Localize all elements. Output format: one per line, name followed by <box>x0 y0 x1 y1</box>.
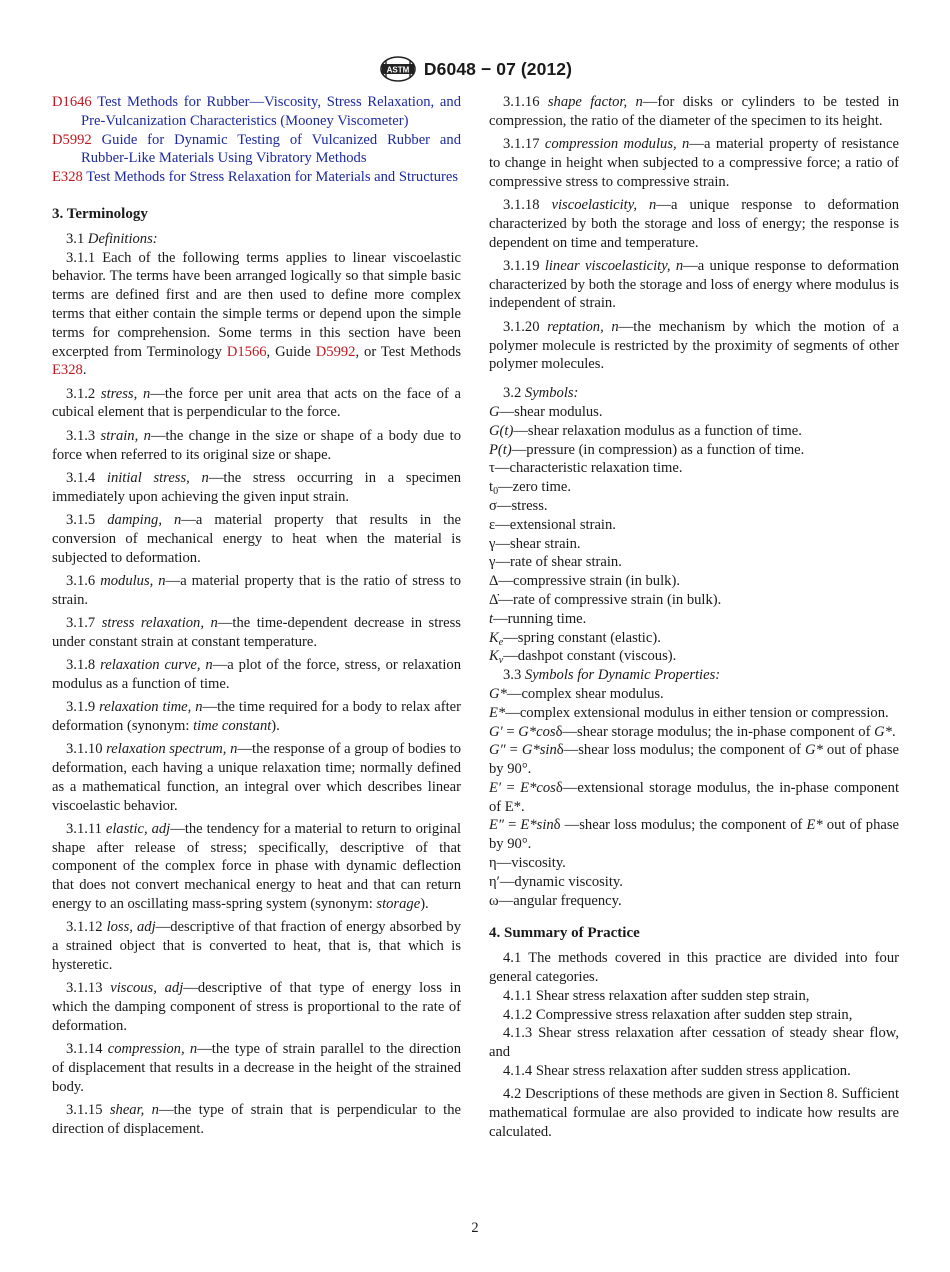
definition-3-1-14 <box>52 1040 461 1096</box>
page-number: 2 <box>471 1220 479 1236</box>
symbol-G <box>489 403 899 422</box>
symbol-G-double-prime <box>489 741 899 779</box>
symbol-description: —compressive strain (in bulk). <box>498 573 680 590</box>
reference-title: Guide for Dynamic Testing of Vulcanized Rubber and Rubber-Like Materials Using Vibratory Methods <box>81 131 461 167</box>
symbol-delta-dot <box>489 591 899 610</box>
para-number: 3.1.10 <box>66 741 103 758</box>
symbol: E″ <box>489 817 504 834</box>
symbol-tau <box>489 459 899 478</box>
symbol-description: —shear relaxation modulus as a function of time. <box>513 422 802 439</box>
definition-text: —a plot of the force, stress, or relaxation modulus as a function of time. <box>52 657 461 692</box>
symbol-description: δ—shear loss modulus; the component of <box>556 742 806 759</box>
definition-3-1-15 <box>52 1101 461 1139</box>
defined-term: viscoelasticity, n <box>551 196 657 213</box>
symbol: γ <box>489 535 496 552</box>
defined-term: damping, n <box>107 511 182 528</box>
para-number: 3.1.5 <box>66 511 96 528</box>
definition-3-1-3 <box>52 427 461 465</box>
symbol: G′ <box>489 723 503 740</box>
symbol: G* <box>489 685 507 702</box>
symbol-Gt <box>489 422 899 441</box>
para-number: 3.1.7 <box>66 614 96 631</box>
definition-text: —the tendency for a material to return to original shape after release of stress; specifically, descriptive of that component of the complex force in phase with dynamic deflection that does not convert mechanical energy to heat and that can return energy to an oscillating mass-spring system (synonym: <box>52 820 461 913</box>
para-number: 3.1.2 <box>66 385 96 402</box>
para-number: 3.1.3 <box>66 427 96 444</box>
symbol-description: —complex extensional modulus in either tension or compression. <box>505 704 889 721</box>
reference-title: Test Methods for Stress Relaxation for Materials and Structures <box>86 169 459 186</box>
definition-3-1-6 <box>52 572 461 610</box>
symbol: G* <box>874 723 892 740</box>
symbol: E* <box>489 704 506 721</box>
defined-term: strain, n <box>100 427 151 444</box>
svg-text:ASTM: ASTM <box>386 65 410 75</box>
definition-3-1-13 <box>52 979 461 1035</box>
symbol-description: —characteristic relaxation time. <box>494 460 683 477</box>
symbol-G-star <box>489 685 899 704</box>
symbol-E-double-prime <box>489 816 899 854</box>
symbol: P(t) <box>489 441 512 458</box>
paragraph-3-3 <box>489 666 899 685</box>
document-designation: D6048 − 07 (2012) <box>423 58 573 79</box>
definition-3-1-8 <box>52 656 461 694</box>
symbol-description: δ—extensional storage modulus, the in-phase component of E*. <box>489 779 900 815</box>
definition-text: —a material property that results in the conversion of mechanical energy to heat when the material is subjected to deformation. <box>52 511 462 566</box>
symbol-description: —running time. <box>493 610 587 627</box>
symbol: G* <box>805 742 823 759</box>
symbol: ε <box>489 516 496 533</box>
defined-term: stress relaxation, n <box>101 614 218 631</box>
symbol-subscript: e <box>498 636 504 648</box>
definition-text: —for disks or cylinders to be tested in compression, the ratio of the diameter of the specimen to its height. <box>489 94 900 129</box>
defined-term: relaxation time, n <box>99 699 203 716</box>
definition-text: —the type of strain that is perpendicular to the direction of displacement. <box>52 1102 461 1137</box>
symbol-Pt <box>489 441 899 460</box>
definition-3-1-12 <box>52 918 461 974</box>
equals: = <box>501 779 521 796</box>
symbol: t <box>489 610 494 627</box>
definition-text: —the change in the size or shape of a body due to force when referred to its original size or shape. <box>52 427 461 463</box>
definition-3-1-19 <box>489 257 899 313</box>
symbol-subscript: 0 <box>493 486 499 498</box>
definition-3-1-9 <box>52 698 461 736</box>
symbol-description: —pressure (in compression) as a function of time. <box>511 441 805 458</box>
symbol-description: δ—shear storage modulus; the in-phase component of <box>555 723 875 740</box>
reference-d1646 <box>52 93 461 131</box>
astm-logo-icon <box>378 54 418 84</box>
reference-code-link[interactable]: E328 <box>52 169 83 186</box>
definition-text: —the stress occurring in a specimen immediately upon achieving the given input strain. <box>52 469 461 505</box>
symbol: G(t) <box>489 422 514 439</box>
para-term: Definitions: <box>87 230 158 247</box>
symbol-eta-prime: η′—dynamic viscosity. <box>489 873 623 890</box>
definition-3-1-5 <box>52 511 461 567</box>
definition-text: —descriptive of that fraction of energy absorbed by a strained object that is converted to heat, that is, that which is hysteretic. <box>52 919 462 973</box>
symbol-description: —rate of compressive strain (in bulk). <box>498 591 722 608</box>
formula: G*cos <box>518 723 556 740</box>
definition-3-1-2 <box>52 385 461 423</box>
synonym: storage <box>376 896 421 913</box>
synonym: time constant <box>193 717 272 734</box>
symbol: t <box>489 479 494 496</box>
symbol-description: —spring constant (elastic). <box>503 629 661 646</box>
defined-term: viscous, adj <box>110 980 184 997</box>
reference-code-link[interactable]: D1646 <box>52 94 92 110</box>
symbol-description: —shear strain. <box>495 535 581 552</box>
symbol-t <box>489 610 899 629</box>
definition-text: ). <box>420 896 429 913</box>
symbol-description: —stress. <box>496 497 548 514</box>
reference-e328 <box>52 168 461 187</box>
link-d1566[interactable]: D1566 <box>226 343 267 360</box>
symbol: K <box>489 629 499 646</box>
para-number: 3.1.17 <box>503 136 540 153</box>
formula: E*cos <box>520 779 556 796</box>
definition-3-1-16 <box>489 93 899 131</box>
equals: = <box>502 723 519 740</box>
para-text: . <box>82 362 87 379</box>
symbol-description: —complex shear modulus. <box>506 685 664 702</box>
definition-3-1-4 <box>52 469 461 507</box>
symbol: G <box>489 403 500 420</box>
paragraph-3-1-1 <box>52 249 461 381</box>
defined-term: relaxation curve, n <box>100 657 213 674</box>
definition-text: —the force per unit area that acts on the face of a cubical element that is perpendicular to the force. <box>52 385 462 421</box>
paragraph-4-1-3: 4.1.3 Shear stress relaxation after cessation of steady shear flow, and <box>489 1025 899 1061</box>
definition-text: ). <box>271 717 280 734</box>
section-heading-terminology: 3. Terminology <box>52 205 148 222</box>
symbol-delta <box>489 572 899 591</box>
definition-text: —descriptive of that type of energy loss in which the damping component of stress is proportional to the rate of deformation. <box>52 980 461 1034</box>
symbol: G″ <box>489 742 506 759</box>
para-number: 3.3 <box>503 667 522 684</box>
symbol-eta: η—viscosity. <box>489 855 566 872</box>
defined-term: compression, n <box>107 1041 198 1058</box>
para-number: 3.1.13 <box>66 980 103 997</box>
symbol-Ke <box>489 629 899 648</box>
para-term: Symbols for Dynamic Properties: <box>524 667 721 684</box>
symbol: Δ̇ <box>489 591 499 608</box>
symbol-t0 <box>489 478 899 497</box>
para-number: 3.1.6 <box>66 572 96 589</box>
paragraph-4-1-4: 4.1.4 Shear stress relaxation after sudden stress application. <box>503 1063 851 1080</box>
symbol-omega: ω—angular frequency. <box>489 892 622 909</box>
symbol-E-star <box>489 704 899 723</box>
paragraph-4-1: 4.1 The methods covered in this practice are divided into four general categories. <box>489 950 899 986</box>
link-d5992[interactable]: D5992 <box>315 343 356 360</box>
defined-term: stress, n <box>100 385 151 402</box>
symbol-description: out of phase by 90°. <box>489 742 899 778</box>
reference-d5992 <box>52 131 461 169</box>
equals: = <box>505 742 522 759</box>
para-number: 3.2 <box>503 385 522 402</box>
definition-text: —a material property that is the ratio of stress to strain. <box>52 572 461 608</box>
definition-text: —the time required for a body to relax after deformation (synonym: <box>52 699 461 734</box>
paragraph-4-2: 4.2 Descriptions of these methods are given in Section 8. Sufficient mathematical formulae are also provided to indicate how results are calculated. <box>489 1086 899 1140</box>
defined-term: linear viscoelasticity, n <box>544 257 684 274</box>
definition-3-1-17 <box>489 135 899 191</box>
definition-text: —a unique response to deformation characterized by both the storage and loss of energy where modulus is independent of strain. <box>489 257 900 312</box>
para-number: 3.1.18 <box>503 196 540 213</box>
symbol: K <box>489 648 499 665</box>
symbol: E* <box>806 817 823 834</box>
defined-term: initial stress, n <box>106 469 209 486</box>
paragraph-3-2 <box>489 384 899 403</box>
symbol: σ <box>489 497 497 514</box>
paragraph-4-1-1: 4.1.1 Shear stress relaxation after sudden step strain, <box>503 987 810 1004</box>
symbol-description: —shear modulus. <box>499 403 603 420</box>
symbol-description: δ —shear loss modulus; the component of <box>553 817 807 834</box>
symbol-epsilon <box>489 516 899 535</box>
symbol-description: out of phase by 90°. <box>489 817 900 853</box>
defined-term: shear, n <box>109 1102 159 1119</box>
formula: G*sin <box>521 742 557 759</box>
symbol-description: . <box>891 723 896 740</box>
link-e328[interactable]: E328 <box>52 362 83 379</box>
defined-term: loss, adj <box>106 919 156 936</box>
symbol-description: —extensional strain. <box>495 516 616 533</box>
defined-term: compression modulus, n <box>544 136 690 153</box>
symbol-sigma <box>489 497 899 516</box>
defined-term: modulus, n <box>100 572 166 589</box>
symbol-G-prime <box>489 723 899 742</box>
symbol-description: —dashpot constant (viscous). <box>503 648 677 665</box>
symbol-description: —zero time. <box>498 479 572 496</box>
left-column <box>52 93 461 1143</box>
section-heading-summary: 4. Summary of Practice <box>489 925 640 942</box>
para-number: 3.1.19 <box>503 257 540 274</box>
symbol: γ <box>489 554 496 571</box>
para-number: 3.1.12 <box>66 919 103 936</box>
defined-term: relaxation spectrum, n <box>106 741 238 758</box>
symbol-Kv <box>489 647 899 666</box>
para-text: 3.1.1 Each of the following terms applies to linear viscoelastic behavior. The terms have been arranged logically so that simple basic terms are defined first and are then used to define more complex terms that either contain the simple terms or depend upon the simple terms for comprehension. Some terms in this section have been excerpted from Terminology <box>52 249 461 360</box>
para-number: 3.1.8 <box>66 657 96 674</box>
reference-title: Test Methods for Rubber—Viscosity, Stress Relaxation, and Pre-Vulcanization Characteristics (Mooney Viscometer) <box>81 94 461 129</box>
symbol-subscript: v <box>498 655 504 667</box>
para-text: , or Test Methods <box>355 343 461 360</box>
definition-3-1-18 <box>489 196 899 252</box>
defined-term: elastic, adj <box>105 820 171 837</box>
definition-text: —the mechanism by which the motion of a polymer molecule is restricted by the proximity of segments of other polymer molecules. <box>489 318 900 373</box>
paragraph-3-1 <box>52 230 461 249</box>
para-term: Symbols: <box>524 385 579 402</box>
symbol: τ <box>489 460 495 477</box>
symbol-description: —rate of shear strain. <box>495 554 622 571</box>
symbol-gamma <box>489 535 899 554</box>
defined-term: reptation, n <box>547 318 619 335</box>
definition-text: —the type of strain parallel to the direction of displacement that results in a decrease in the height of the strained body. <box>52 1041 461 1095</box>
para-number: 3.1.14 <box>66 1041 103 1058</box>
definition-text: —the time-dependent decrease in stress under constant strain at constant temperature. <box>52 614 461 650</box>
para-number: 3.1.4 <box>66 469 96 486</box>
definition-3-1-20 <box>489 318 899 374</box>
para-number: 3.1 <box>66 230 85 247</box>
para-number: 3.1.16 <box>503 94 540 110</box>
definition-3-1-11 <box>52 820 461 914</box>
para-text: , Guide <box>266 343 311 360</box>
definition-text: —a unique response to deformation characterized by both the storage and loss of energy; the response is dependent on time and temperature. <box>489 196 899 251</box>
definition-3-1-10 <box>52 740 461 815</box>
definition-text: —a material property of resistance to change in height when subjected to a compressive force; a ratio of compressive stress to compressive strain. <box>489 136 899 190</box>
formula: E*sin <box>520 817 554 834</box>
symbol: E′ <box>489 779 502 796</box>
right-column <box>489 93 899 1146</box>
symbol-gamma-dot <box>489 553 899 572</box>
page-header <box>0 52 950 86</box>
defined-term: shape factor, n <box>547 94 643 110</box>
reference-code-link[interactable]: D5992 <box>52 131 92 148</box>
para-number: 3.1.15 <box>66 1102 103 1119</box>
paragraph-4-1-2: 4.1.2 Compressive stress relaxation after sudden step strain, <box>503 1006 853 1023</box>
equals: = <box>504 817 521 834</box>
symbol: Δ <box>489 573 499 590</box>
para-number: 3.1.20 <box>503 318 540 335</box>
para-number: 3.1.11 <box>66 820 102 837</box>
para-number: 3.1.9 <box>66 699 96 716</box>
definition-3-1-7 <box>52 614 461 652</box>
symbol-E-prime <box>489 779 899 817</box>
definition-text: —the response of a group of bodies to deformation, each having a unique relaxation time; normally defined as a mathematical function, an integral over which describes linear viscoelastic behavior. <box>52 741 461 814</box>
